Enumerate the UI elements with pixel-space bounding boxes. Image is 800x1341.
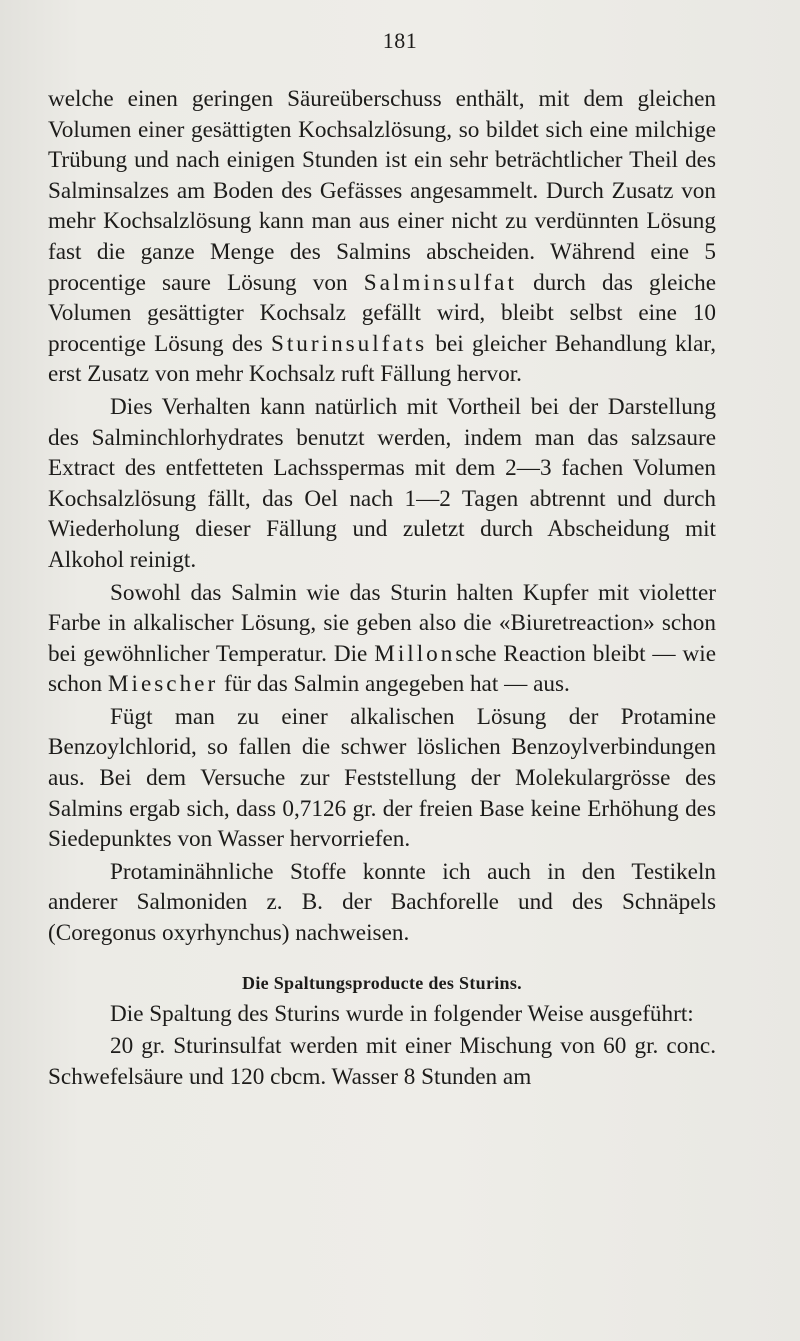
paragraph-biuret-reaction: Sowohl das Salmin wie das Sturin halten Kupfer mit violetter Farbe in alkalischer Lösung, sie geben also die «Biuretreaction» schon bei gewöhnlicher Temperatur. Die Millonsche Reaction bleibt — wie schon Miescher für das Salmin angegeben hat — aus. xyxy=(48,579,716,698)
paragraph-benzoylchlorid: Fügt man zu einer alkalischen Lösung der Protamine Benzoylchlorid, so fallen die schwer löslichen Benzoylverbindungen aus. Bei dem Versuche zur Feststellung der Molekulargrösse des Salmins ergab sich, dass 0,7126 gr. der freien Base keine Erhöhung des Siedepunktes von Wasser hervorriefen. xyxy=(48,703,716,853)
spaced-term-salminsulfat: Salminsulfat xyxy=(363,269,517,296)
section-heading: Die Spaltungsproducte des Sturins. xyxy=(242,972,522,993)
paragraph-spaltung-procedure: 20 gr. Sturinsulfat werden mit einer Mischung von 60 gr. conc. Schwefelsäure und 120 cbcm. Wasser 8 Stunden am xyxy=(48,1033,716,1090)
page-number: 181 xyxy=(382,28,418,53)
paragraph-salmoniden: Protaminähnliche Stoffe konnte ich auch in den Testikeln anderer Salmoniden z. B. der Bachforelle und des Schnäpels (Coregonus oxyrhynchus) nachweisen. xyxy=(48,858,716,947)
body-text xyxy=(48,84,716,1092)
spaced-term-sturinsulfats: Sturinsulfats xyxy=(270,330,428,357)
paragraph-salminchlorhydrat: Dies Verhalten kann natürlich mit Vortheil bei der Darstellung des Salminchlorhydrates benutzt werden, indem man das salzsaure Extract des entfetteten Lachsspermas mit dem 2—3 fachen Volumen Kochsalzlösung fällt, das Oel nach 1—2 Tagen abtrennt und durch Wiederholung dieser Fällung und zuletzt durch Abscheidung mit Alkohol reinigt. xyxy=(48,393,716,573)
paragraph-salmin-precipitation: welche einen geringen Säureüberschuss enthält, mit dem gleichen Volumen einer gesättigten Kochsalzlösung, so bildet sich eine milchige Trübung und nach einigen Stunden ist ein sehr beträchtlicher Theil des Salminsalzes am Boden des Gefässes angesammelt. Durch Zusatz von mehr Kochsalzlösung kann man aus einer nicht zu verdünnten Lösung fast die ganze Menge des Salmins abscheiden. Während eine 5 procentige saure Lösung von Salminsulfat durch das gleiche Volumen gesättigter Kochsalz gefällt wird, bleibt selbst eine 10 procentige Lösung des Sturinsulfats bei gleicher Behandlung klar, erst Zusatz von mehr Kochsalz ruft Fällung hervor. xyxy=(48,86,717,388)
spaced-name-miescher: Miescher xyxy=(107,671,219,698)
spaced-name-millon: Millon xyxy=(374,640,456,667)
paragraph-spaltung-intro: Die Spaltung des Sturins wurde in folgender Weise ausgeführt: xyxy=(110,1000,694,1027)
